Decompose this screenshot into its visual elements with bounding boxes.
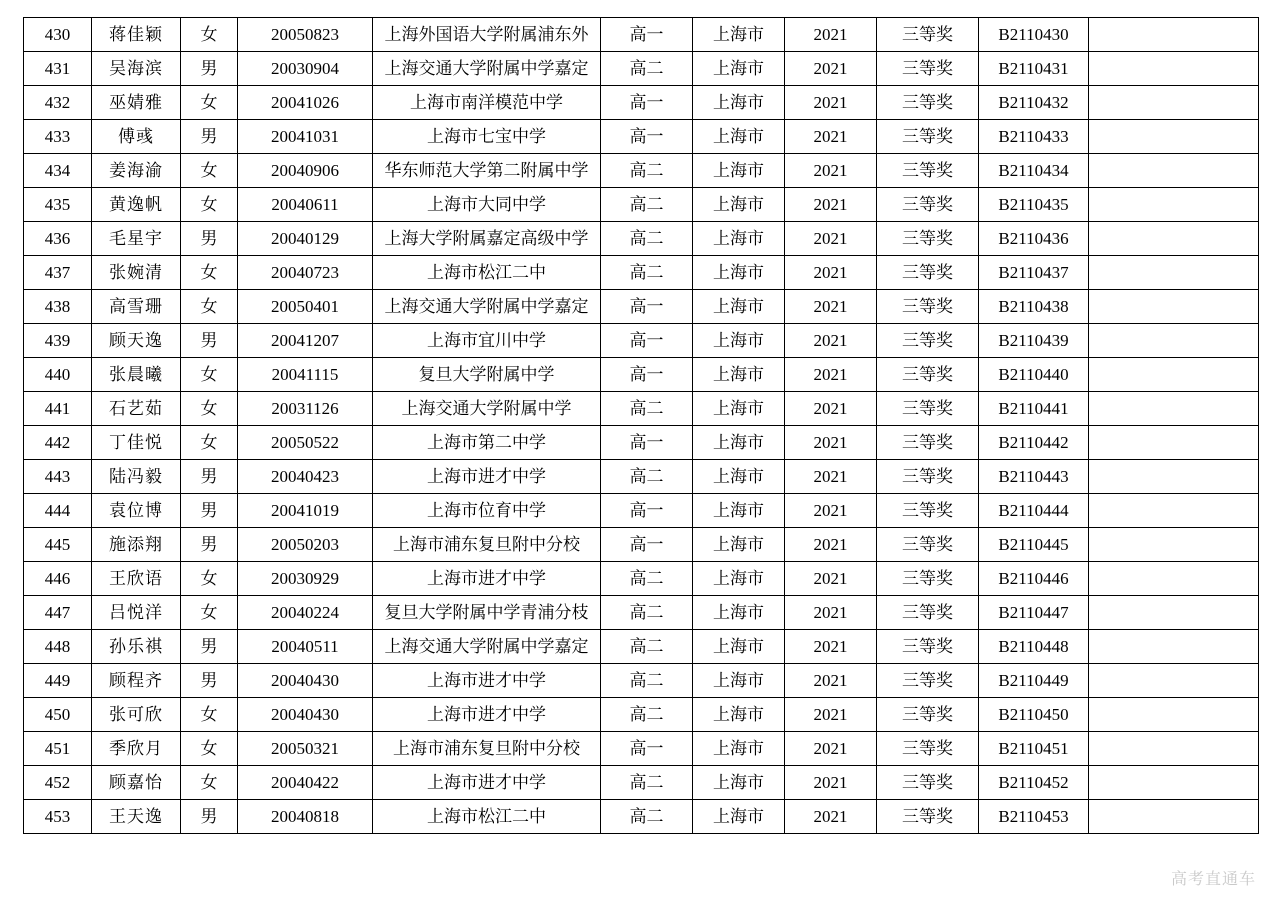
table-cell-index: 445 (24, 528, 92, 562)
table-cell-year: 2021 (785, 256, 877, 290)
table-cell-grade: 高二 (601, 562, 693, 596)
table-cell-blank (1089, 52, 1259, 86)
table-row (24, 664, 1259, 698)
table-cell-blank (1089, 18, 1259, 52)
table-cell-award: 三等奖 (877, 290, 979, 324)
table-cell-gender: 女 (181, 188, 238, 222)
table-cell-year: 2021 (785, 52, 877, 86)
table-cell-year: 2021 (785, 460, 877, 494)
table-cell-year: 2021 (785, 222, 877, 256)
table-cell-award: 三等奖 (877, 324, 979, 358)
table-cell-grade: 高二 (601, 800, 693, 834)
table-cell-year: 2021 (785, 86, 877, 120)
table-cell-grade: 高一 (601, 324, 693, 358)
table-cell-name: 王天逸 (92, 800, 181, 834)
table-cell-school: 复旦大学附属中学青浦分枝 (373, 596, 601, 630)
table-cell-region: 上海市 (693, 630, 785, 664)
table-cell-grade: 高二 (601, 52, 693, 86)
table-cell-name: 姜海渝 (92, 154, 181, 188)
table-cell-blank (1089, 528, 1259, 562)
table-cell-school: 上海市七宝中学 (373, 120, 601, 154)
table-cell-region: 上海市 (693, 120, 785, 154)
table-cell-gender: 女 (181, 358, 238, 392)
table-cell-code: B2110430 (979, 18, 1089, 52)
table-cell-name: 陆冯毅 (92, 460, 181, 494)
table-cell-id: 20030904 (238, 52, 373, 86)
table-cell-grade: 高一 (601, 426, 693, 460)
table-cell-code: B2110441 (979, 392, 1089, 426)
table-cell-grade: 高二 (601, 154, 693, 188)
table-cell-blank (1089, 392, 1259, 426)
table-cell-gender: 女 (181, 732, 238, 766)
table-cell-blank (1089, 732, 1259, 766)
table-cell-code: B2110450 (979, 698, 1089, 732)
table-cell-award: 三等奖 (877, 630, 979, 664)
table-cell-gender: 女 (181, 256, 238, 290)
table-cell-code: B2110436 (979, 222, 1089, 256)
table-cell-award: 三等奖 (877, 154, 979, 188)
table-cell-region: 上海市 (693, 698, 785, 732)
table-cell-code: B2110434 (979, 154, 1089, 188)
table-cell-region: 上海市 (693, 494, 785, 528)
table-cell-award: 三等奖 (877, 528, 979, 562)
table-cell-id: 20031126 (238, 392, 373, 426)
table-cell-award: 三等奖 (877, 188, 979, 222)
table-cell-year: 2021 (785, 698, 877, 732)
table-cell-id: 20050203 (238, 528, 373, 562)
table-cell-grade: 高一 (601, 86, 693, 120)
table-cell-school: 复旦大学附属中学 (373, 358, 601, 392)
table-cell-code: B2110433 (979, 120, 1089, 154)
table-cell-blank (1089, 86, 1259, 120)
table-cell-school: 上海市进才中学 (373, 562, 601, 596)
table-cell-id: 20030929 (238, 562, 373, 596)
table-cell-name: 张晨曦 (92, 358, 181, 392)
table-cell-name: 吕悦洋 (92, 596, 181, 630)
table-cell-school: 上海市第二中学 (373, 426, 601, 460)
table-cell-index: 430 (24, 18, 92, 52)
table-cell-name: 张婉清 (92, 256, 181, 290)
table-cell-blank (1089, 426, 1259, 460)
table-cell-region: 上海市 (693, 664, 785, 698)
table-cell-school: 上海交通大学附属中学 (373, 392, 601, 426)
table-cell-school: 上海市宜川中学 (373, 324, 601, 358)
table-cell-gender: 男 (181, 800, 238, 834)
table-cell-id: 20040129 (238, 222, 373, 256)
table-row (24, 154, 1259, 188)
table-cell-region: 上海市 (693, 596, 785, 630)
table-cell-name: 王欣语 (92, 562, 181, 596)
table-cell-award: 三等奖 (877, 426, 979, 460)
table-cell-grade: 高二 (601, 188, 693, 222)
table-cell-award: 三等奖 (877, 460, 979, 494)
table-cell-year: 2021 (785, 766, 877, 800)
table-cell-region: 上海市 (693, 562, 785, 596)
table-row (24, 800, 1259, 834)
table-cell-blank (1089, 630, 1259, 664)
table-cell-grade: 高二 (601, 392, 693, 426)
table-cell-blank (1089, 120, 1259, 154)
table-row (24, 120, 1259, 154)
table-cell-school: 上海市进才中学 (373, 766, 601, 800)
table-cell-index: 431 (24, 52, 92, 86)
table-cell-blank (1089, 290, 1259, 324)
table-cell-index: 453 (24, 800, 92, 834)
table-cell-school: 上海市松江二中 (373, 256, 601, 290)
award-list-table (23, 17, 1259, 834)
table-cell-region: 上海市 (693, 392, 785, 426)
table-cell-name: 傅彧 (92, 120, 181, 154)
table-cell-gender: 女 (181, 596, 238, 630)
table-cell-award: 三等奖 (877, 698, 979, 732)
table-cell-region: 上海市 (693, 256, 785, 290)
table-cell-index: 447 (24, 596, 92, 630)
table-cell-year: 2021 (785, 358, 877, 392)
table-cell-award: 三等奖 (877, 120, 979, 154)
table-cell-code: B2110442 (979, 426, 1089, 460)
table-cell-year: 2021 (785, 188, 877, 222)
award-table-body (24, 18, 1259, 834)
table-cell-award: 三等奖 (877, 562, 979, 596)
table-cell-code: B2110440 (979, 358, 1089, 392)
table-cell-code: B2110449 (979, 664, 1089, 698)
table-cell-code: B2110443 (979, 460, 1089, 494)
table-cell-id: 20040430 (238, 664, 373, 698)
table-cell-id: 20040430 (238, 698, 373, 732)
table-cell-id: 20040422 (238, 766, 373, 800)
table-cell-year: 2021 (785, 664, 877, 698)
table-cell-gender: 女 (181, 562, 238, 596)
table-cell-name: 吴海滨 (92, 52, 181, 86)
table-cell-region: 上海市 (693, 18, 785, 52)
table-cell-blank (1089, 154, 1259, 188)
table-cell-school: 上海交通大学附属中学嘉定 (373, 290, 601, 324)
watermark-label: 高考直通车 (1170, 871, 1256, 888)
table-cell-index: 444 (24, 494, 92, 528)
table-cell-gender: 女 (181, 426, 238, 460)
table-cell-code: B2110451 (979, 732, 1089, 766)
table-cell-grade: 高二 (601, 698, 693, 732)
table-cell-id: 20040906 (238, 154, 373, 188)
table-cell-index: 435 (24, 188, 92, 222)
table-cell-grade: 高一 (601, 494, 693, 528)
table-cell-region: 上海市 (693, 222, 785, 256)
table-cell-award: 三等奖 (877, 52, 979, 86)
table-cell-code: B2110446 (979, 562, 1089, 596)
table-row (24, 290, 1259, 324)
table-cell-index: 436 (24, 222, 92, 256)
table-cell-id: 20040423 (238, 460, 373, 494)
table-cell-code: B2110445 (979, 528, 1089, 562)
table-cell-grade: 高一 (601, 732, 693, 766)
table-cell-name: 黄逸帆 (92, 188, 181, 222)
table-cell-gender: 男 (181, 494, 238, 528)
table-cell-gender: 男 (181, 52, 238, 86)
table-cell-blank (1089, 256, 1259, 290)
table-cell-name: 毛星宇 (92, 222, 181, 256)
table-cell-index: 441 (24, 392, 92, 426)
table-cell-index: 433 (24, 120, 92, 154)
table-row (24, 494, 1259, 528)
table-cell-grade: 高二 (601, 222, 693, 256)
table-cell-grade: 高二 (601, 664, 693, 698)
table-cell-gender: 男 (181, 664, 238, 698)
table-cell-year: 2021 (785, 324, 877, 358)
table-cell-id: 20041019 (238, 494, 373, 528)
table-cell-region: 上海市 (693, 52, 785, 86)
table-cell-blank (1089, 358, 1259, 392)
table-cell-region: 上海市 (693, 86, 785, 120)
table-cell-name: 石艺茹 (92, 392, 181, 426)
table-cell-grade: 高二 (601, 460, 693, 494)
table-cell-name: 顾嘉怡 (92, 766, 181, 800)
table-cell-region: 上海市 (693, 426, 785, 460)
table-cell-blank (1089, 494, 1259, 528)
table-cell-region: 上海市 (693, 358, 785, 392)
table-cell-blank (1089, 324, 1259, 358)
table-cell-school: 上海市南洋模范中学 (373, 86, 601, 120)
table-cell-year: 2021 (785, 562, 877, 596)
table-cell-grade: 高二 (601, 630, 693, 664)
table-cell-award: 三等奖 (877, 596, 979, 630)
table-cell-index: 438 (24, 290, 92, 324)
table-cell-code: B2110453 (979, 800, 1089, 834)
table-cell-name: 施添翔 (92, 528, 181, 562)
table-row (24, 630, 1259, 664)
table-cell-id: 20040224 (238, 596, 373, 630)
table-cell-region: 上海市 (693, 800, 785, 834)
table-cell-grade: 高二 (601, 766, 693, 800)
table-row (24, 52, 1259, 86)
table-cell-school: 上海市进才中学 (373, 664, 601, 698)
table-cell-name: 张可欣 (92, 698, 181, 732)
table-row (24, 86, 1259, 120)
table-cell-code: B2110444 (979, 494, 1089, 528)
table-cell-blank (1089, 800, 1259, 834)
table-cell-index: 449 (24, 664, 92, 698)
table-cell-gender: 男 (181, 120, 238, 154)
table-cell-award: 三等奖 (877, 664, 979, 698)
table-row (24, 358, 1259, 392)
table-cell-gender: 女 (181, 154, 238, 188)
table-cell-school: 上海市进才中学 (373, 460, 601, 494)
table-cell-award: 三等奖 (877, 86, 979, 120)
table-cell-blank (1089, 698, 1259, 732)
table-cell-award: 三等奖 (877, 494, 979, 528)
table-row (24, 426, 1259, 460)
table-cell-index: 452 (24, 766, 92, 800)
table-cell-award: 三等奖 (877, 256, 979, 290)
table-cell-blank (1089, 188, 1259, 222)
table-cell-gender: 女 (181, 766, 238, 800)
table-cell-blank (1089, 460, 1259, 494)
table-cell-id: 20050522 (238, 426, 373, 460)
table-row (24, 256, 1259, 290)
table-cell-gender: 男 (181, 324, 238, 358)
table-cell-index: 442 (24, 426, 92, 460)
table-cell-school: 上海市大同中学 (373, 188, 601, 222)
table-cell-blank (1089, 766, 1259, 800)
table-cell-school: 上海市进才中学 (373, 698, 601, 732)
table-row (24, 596, 1259, 630)
table-cell-award: 三等奖 (877, 732, 979, 766)
table-cell-year: 2021 (785, 596, 877, 630)
table-cell-name: 丁佳悦 (92, 426, 181, 460)
table-cell-index: 443 (24, 460, 92, 494)
table-cell-blank (1089, 664, 1259, 698)
table-cell-index: 439 (24, 324, 92, 358)
table-cell-id: 20041026 (238, 86, 373, 120)
table-cell-year: 2021 (785, 154, 877, 188)
table-cell-grade: 高一 (601, 18, 693, 52)
table-cell-school: 上海市位育中学 (373, 494, 601, 528)
table-cell-id: 20040611 (238, 188, 373, 222)
table-cell-school: 上海市松江二中 (373, 800, 601, 834)
table-cell-award: 三等奖 (877, 800, 979, 834)
table-cell-gender: 女 (181, 18, 238, 52)
table-cell-code: B2110431 (979, 52, 1089, 86)
table-cell-year: 2021 (785, 494, 877, 528)
table-cell-year: 2021 (785, 800, 877, 834)
table-cell-code: B2110432 (979, 86, 1089, 120)
table-cell-gender: 男 (181, 460, 238, 494)
table-cell-code: B2110447 (979, 596, 1089, 630)
table-cell-id: 20040723 (238, 256, 373, 290)
table-cell-school: 上海交通大学附属中学嘉定 (373, 630, 601, 664)
table-cell-blank (1089, 562, 1259, 596)
table-row (24, 460, 1259, 494)
table-cell-name: 高雪珊 (92, 290, 181, 324)
table-cell-award: 三等奖 (877, 766, 979, 800)
table-cell-name: 孙乐祺 (92, 630, 181, 664)
table-cell-region: 上海市 (693, 188, 785, 222)
table-cell-year: 2021 (785, 426, 877, 460)
table-cell-blank (1089, 222, 1259, 256)
table-cell-gender: 男 (181, 528, 238, 562)
table-cell-grade: 高二 (601, 256, 693, 290)
table-cell-region: 上海市 (693, 766, 785, 800)
table-cell-gender: 女 (181, 86, 238, 120)
table-cell-code: B2110439 (979, 324, 1089, 358)
table-cell-index: 437 (24, 256, 92, 290)
table-row (24, 528, 1259, 562)
table-cell-blank (1089, 596, 1259, 630)
table-cell-grade: 高一 (601, 120, 693, 154)
table-cell-award: 三等奖 (877, 18, 979, 52)
table-cell-region: 上海市 (693, 460, 785, 494)
table-cell-id: 20041115 (238, 358, 373, 392)
table-cell-index: 450 (24, 698, 92, 732)
table-cell-name: 顾程齐 (92, 664, 181, 698)
table-cell-index: 451 (24, 732, 92, 766)
table-cell-name: 蒋佳颖 (92, 18, 181, 52)
table-cell-id: 20040511 (238, 630, 373, 664)
table-cell-award: 三等奖 (877, 358, 979, 392)
table-cell-year: 2021 (785, 630, 877, 664)
table-row (24, 18, 1259, 52)
table-cell-region: 上海市 (693, 154, 785, 188)
table-row (24, 222, 1259, 256)
table-cell-award: 三等奖 (877, 392, 979, 426)
table-cell-region: 上海市 (693, 528, 785, 562)
document-page (0, 17, 1280, 899)
table-cell-grade: 高二 (601, 596, 693, 630)
table-cell-id: 20041031 (238, 120, 373, 154)
table-cell-id: 20050321 (238, 732, 373, 766)
table-cell-school: 华东师范大学第二附属中学 (373, 154, 601, 188)
table-cell-name: 巫婧雅 (92, 86, 181, 120)
table-cell-code: B2110452 (979, 766, 1089, 800)
table-cell-year: 2021 (785, 290, 877, 324)
table-cell-year: 2021 (785, 528, 877, 562)
table-cell-year: 2021 (785, 18, 877, 52)
table-cell-year: 2021 (785, 392, 877, 426)
table-cell-school: 上海外国语大学附属浦东外 (373, 18, 601, 52)
table-cell-gender: 女 (181, 392, 238, 426)
table-row (24, 562, 1259, 596)
table-cell-name: 顾天逸 (92, 324, 181, 358)
table-cell-gender: 女 (181, 698, 238, 732)
table-cell-award: 三等奖 (877, 222, 979, 256)
table-row (24, 392, 1259, 426)
table-row (24, 324, 1259, 358)
table-cell-region: 上海市 (693, 290, 785, 324)
table-row (24, 188, 1259, 222)
table-cell-year: 2021 (785, 120, 877, 154)
table-cell-year: 2021 (785, 732, 877, 766)
table-cell-grade: 高一 (601, 358, 693, 392)
table-cell-index: 432 (24, 86, 92, 120)
table-row (24, 698, 1259, 732)
table-cell-code: B2110448 (979, 630, 1089, 664)
table-cell-school: 上海市浦东复旦附中分校 (373, 732, 601, 766)
table-cell-grade: 高一 (601, 528, 693, 562)
table-cell-id: 20050823 (238, 18, 373, 52)
table-cell-code: B2110438 (979, 290, 1089, 324)
table-cell-index: 446 (24, 562, 92, 596)
table-cell-name: 季欣月 (92, 732, 181, 766)
table-cell-region: 上海市 (693, 324, 785, 358)
table-cell-gender: 男 (181, 222, 238, 256)
table-cell-grade: 高一 (601, 290, 693, 324)
table-cell-id: 20041207 (238, 324, 373, 358)
table-cell-school: 上海市浦东复旦附中分校 (373, 528, 601, 562)
table-cell-index: 448 (24, 630, 92, 664)
table-cell-index: 440 (24, 358, 92, 392)
table-cell-id: 20040818 (238, 800, 373, 834)
table-cell-gender: 女 (181, 290, 238, 324)
table-cell-school: 上海大学附属嘉定高级中学 (373, 222, 601, 256)
table-cell-school: 上海交通大学附属中学嘉定 (373, 52, 601, 86)
table-cell-code: B2110435 (979, 188, 1089, 222)
table-cell-code: B2110437 (979, 256, 1089, 290)
table-cell-region: 上海市 (693, 732, 785, 766)
table-cell-name: 袁位博 (92, 494, 181, 528)
table-cell-index: 434 (24, 154, 92, 188)
table-cell-id: 20050401 (238, 290, 373, 324)
table-row (24, 766, 1259, 800)
table-cell-gender: 男 (181, 630, 238, 664)
table-row (24, 732, 1259, 766)
